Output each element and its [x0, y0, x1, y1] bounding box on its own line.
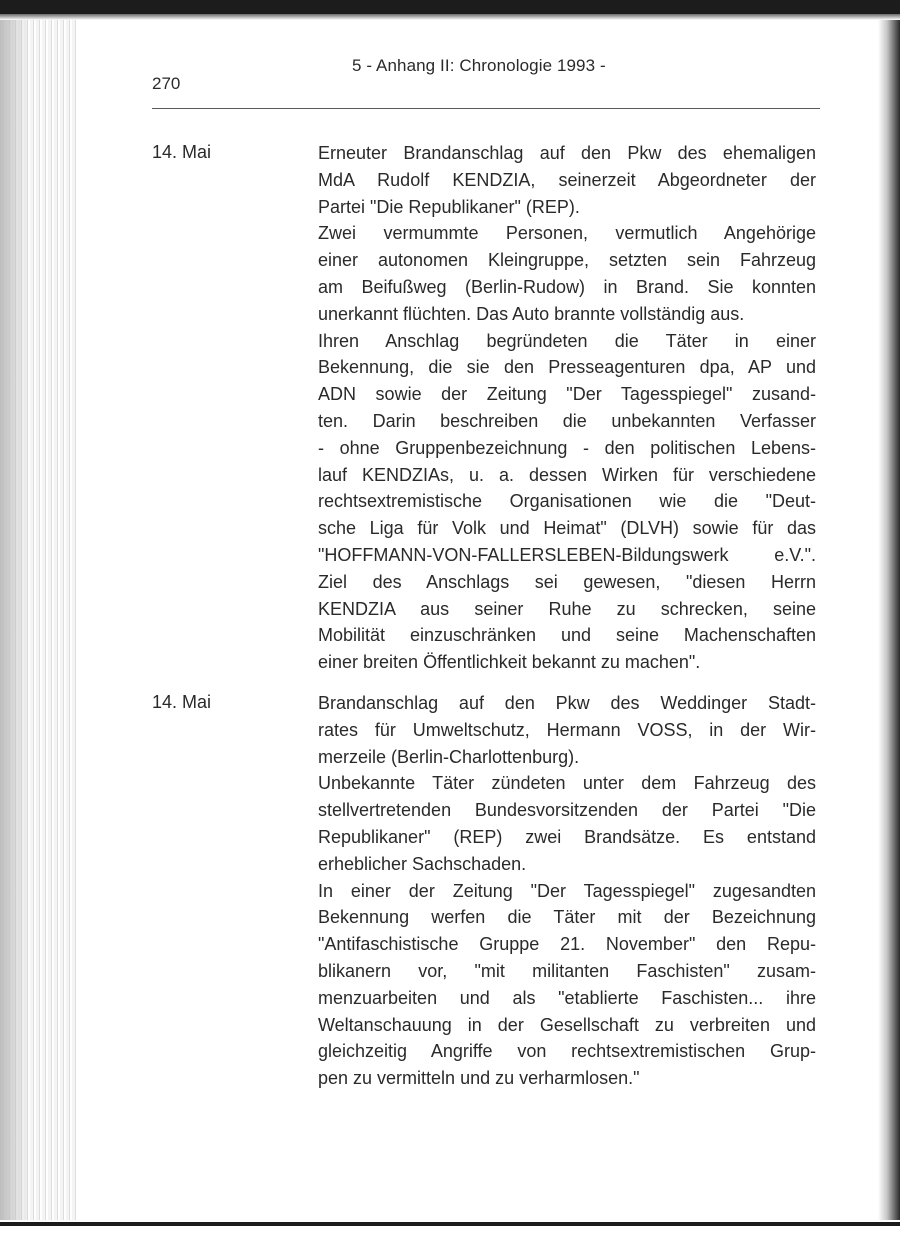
entry-text-line: KENDZIA aus seiner Ruhe zu schrecken, seine — [318, 598, 816, 619]
book-binding-shadow — [0, 20, 30, 1220]
entry-text-line: ten. Darin beschreiben die unbekannten Verfasser — [318, 410, 816, 431]
entry-text-line: Bekennung, die sie den Presseagenturen dpa, AP und — [318, 357, 816, 378]
header-rule — [152, 108, 820, 109]
entry-text-line: Unbekannte Täter zündeten unter dem Fahrzeug des — [318, 773, 816, 794]
entry-text-line: menzuarbeiten und als "etablierte Faschisten... ihre — [318, 987, 816, 1008]
entry-text-line: Zwei vermummte Personen, vermutlich Angehörige — [318, 223, 816, 244]
entry-text-line: Mobilität einzuschränken und seine Machenschaften — [318, 625, 816, 646]
entry-text-line: Brandanschlag auf den Pkw des Weddinger Stadt- — [318, 693, 816, 713]
entry-text-line: - ohne Gruppenbezeichnung - den politischen Lebens- — [318, 437, 816, 458]
page-number: 270 — [152, 74, 181, 93]
entry-text-line: am Beifußweg (Berlin-Rudow) in Brand. Sie konnten — [318, 276, 816, 297]
running-header-title: 5 - Anhang II: Chronologie 1993 - — [352, 56, 606, 75]
entry-text-line: sche Liga für Volk und Heimat" (DLVH) sowie für das — [318, 518, 816, 539]
entry-text-line: "HOFFMANN-VON-FALLERSLEBEN-Bildungswerk e.V.". — [318, 544, 816, 565]
entry-text-line: "Antifaschistische Gruppe 21. November" den Repu- — [318, 934, 816, 955]
entry-text-line: Bekennung werfen die Täter mit der Bezeichnung — [318, 907, 816, 928]
entry-text-line: ADN sowie der Zeitung "Der Tagesspiegel" zusand- — [318, 384, 816, 405]
entry-text — [318, 140, 816, 676]
entry-date: 14. Mai — [152, 142, 212, 162]
entry-date: 14. Mai — [152, 692, 212, 712]
entry-text-line: stellvertretenden Bundesvorsitzenden der Partei "Die — [318, 800, 816, 821]
entry-text-line: Ihren Anschlag begründeten die Täter in einer — [318, 330, 816, 351]
entry-text-line: merzeile (Berlin-Charlottenburg). — [318, 746, 580, 767]
entry-text-line: unerkannt flüchten. Das Auto brannte vollständig aus. — [318, 303, 745, 324]
entry-text-line: In einer der Zeitung "Der Tagesspiegel" zugesandten — [318, 880, 816, 901]
entry-text-line: MdA Rudolf KENDZIA, seinerzeit Abgeordneter der — [318, 169, 816, 190]
entry-text-line: gleichzeitig Angriffe von rechtsextremistischen Grup- — [318, 1041, 816, 1062]
entry-text-line: rates für Umweltschutz, Hermann VOSS, in der Wir- — [318, 719, 816, 740]
scan-bottom-margin — [0, 1226, 900, 1254]
scan-border-top — [0, 0, 900, 14]
entry-text-line: rechtsextremistische Organisationen wie die "Deut- — [318, 491, 816, 512]
entry-text-line: Ziel des Anschlags sei gewesen, "diesen Herrn — [318, 571, 816, 592]
entry-text-line: einer autonomen Kleingruppe, setzten sein Fahrzeug — [318, 250, 816, 271]
entry-text-line: Weltanschauung in der Gesellschaft zu verbreiten und — [318, 1014, 816, 1035]
entry-text-line: blikanern vor, "mit militanten Faschisten" zusam- — [318, 960, 816, 981]
scan-border-right — [878, 20, 900, 1220]
entry-text-line: pen zu vermitteln und zu verharmlosen." — [318, 1068, 640, 1089]
entry-text-line: Erneuter Brandanschlag auf den Pkw des ehemaligen — [318, 143, 816, 163]
entry-text — [318, 690, 816, 1092]
entry-text-line: einer breiten Öffentlichkeit bekannt zu machen". — [318, 652, 701, 673]
entry-text-line: erheblicher Sachschaden. — [318, 853, 527, 874]
scan-border-top-fade — [0, 14, 900, 20]
entry-text-line: Partei "Die Republikaner" (REP). — [318, 196, 580, 217]
entry-text-line: lauf KENDZIAs, u. a. dessen Wirken für verschiedene — [318, 464, 816, 485]
entry-text-line: Republikaner" (REP) zwei Brandsätze. Es entstand — [318, 826, 816, 847]
